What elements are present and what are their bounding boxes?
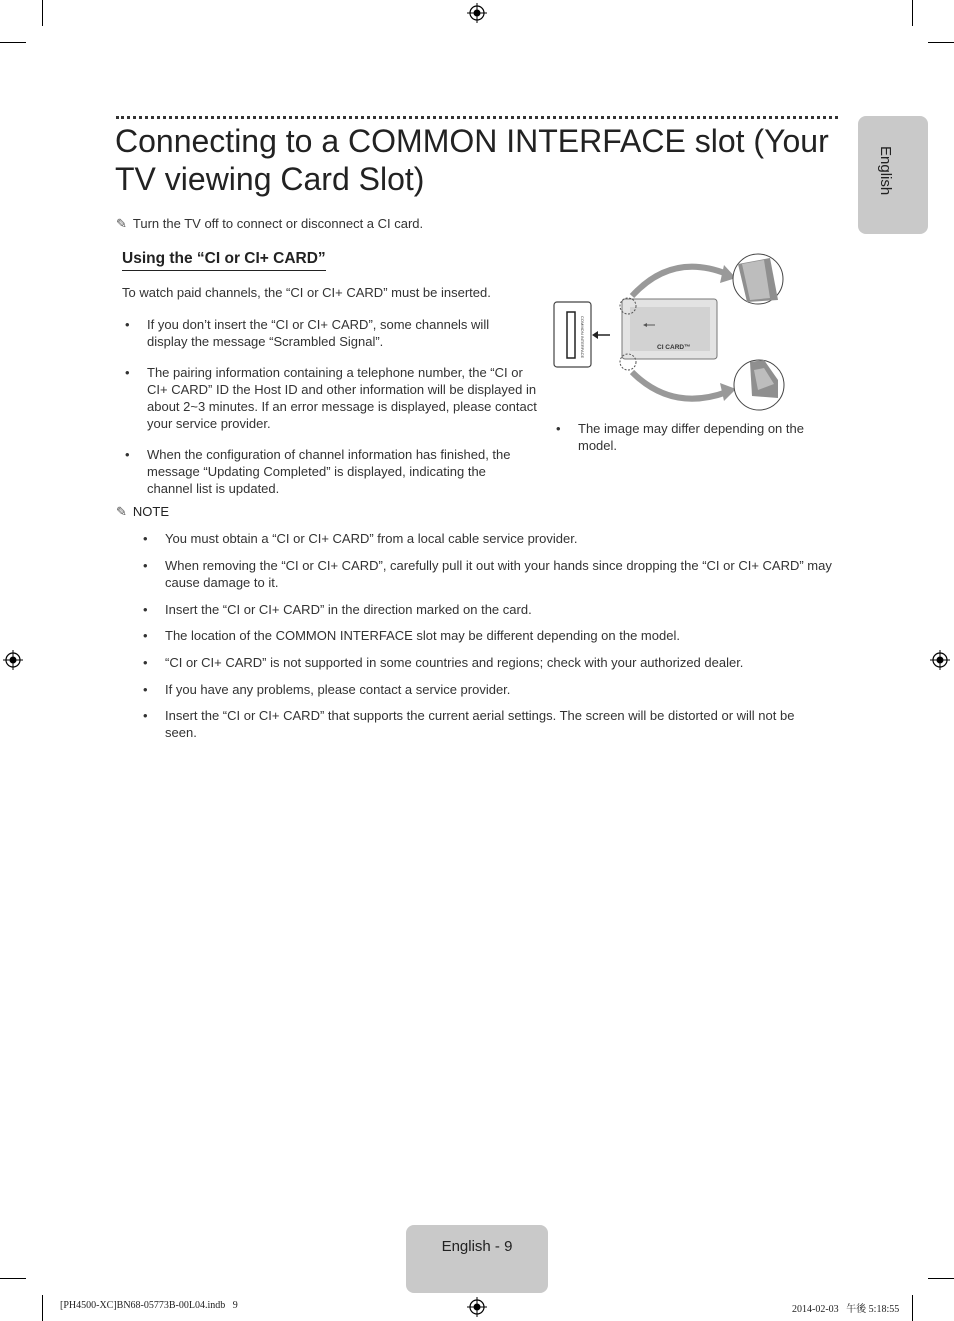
crop-mark	[42, 1295, 43, 1321]
language-tab-label: English	[877, 146, 894, 196]
figure-caption-text: The image may differ depending on the model.	[578, 421, 804, 453]
title-rule	[116, 116, 838, 119]
page-number-tab	[406, 1225, 548, 1293]
registration-mark-icon	[3, 650, 23, 670]
intro-note-text: Turn the TV off to connect or disconnect a CI card.	[132, 216, 424, 231]
list-item-text: You must obtain a “CI or CI+ CARD” from a local cable service provider.	[165, 531, 578, 546]
list-item-text: When removing the “CI or CI+ CARD”, carefully pull it out with your hands since dropping the “CI or CI+ CARD” may cause damage to it.	[165, 558, 832, 590]
section-lead: To watch paid channels, the “CI or CI+ CARD” must be inserted.	[122, 285, 491, 300]
list-item-text: Insert the “CI or CI+ CARD” that supports the current aerial settings. The screen will be distorted or will not be seen.	[165, 708, 795, 740]
bullet-icon: •	[143, 708, 148, 723]
bullet-icon: •	[143, 558, 148, 573]
language-tab	[858, 116, 928, 234]
list-item-text: When the configuration of channel information has finished, the message “Updating Completed” is displayed, indicating the channel list is updated.	[147, 447, 511, 496]
registration-mark-icon	[930, 650, 950, 670]
registration-mark-icon	[467, 1297, 487, 1317]
section-heading: Using the “CI or CI+ CARD”	[122, 250, 326, 271]
bullet-icon: •	[143, 628, 148, 643]
card-label: CI CARD™	[657, 344, 691, 351]
crop-mark	[912, 0, 913, 26]
crop-mark	[42, 0, 43, 26]
bullet-icon: •	[143, 682, 148, 697]
file-info: [PH4500-XC]BN68-05773B-00L04.indb 9	[60, 1300, 238, 1311]
pencil-icon: ✎	[116, 216, 127, 231]
bullet-icon: •	[143, 655, 148, 670]
intro-note	[116, 216, 423, 232]
print-timestamp: 2014-02-03 午後 5:18:55	[792, 1304, 900, 1315]
page-title: Connecting to a COMMON INTERFACE slot (Your TV viewing Card Slot)	[115, 123, 829, 197]
bullet-icon: •	[125, 447, 130, 462]
crop-mark	[928, 42, 954, 43]
list-item-text: The location of the COMMON INTERFACE slot may be different depending on the model.	[165, 628, 680, 643]
ci-card-illustration	[552, 252, 792, 414]
list-item-text: If you don’t insert the “CI or CI+ CARD”, some channels will display the message “Scrambled Signal”.	[147, 317, 490, 349]
bullet-icon: •	[143, 531, 148, 546]
bullet-icon: •	[125, 365, 130, 380]
list-item-text: The pairing information containing a telephone number, the “CI or CI+ CARD” ID the Host ID and other information will be displayed in about 2~3 minutes. If an error message is displayed, please contact your service provider.	[147, 365, 537, 431]
list-item-text: “CI or CI+ CARD” is not supported in some countries and regions; check with your authorized dealer.	[165, 655, 744, 670]
list-item-text: If you have any problems, please contact a service provider.	[165, 682, 511, 697]
note-heading	[116, 504, 169, 520]
bullet-icon: •	[125, 317, 130, 332]
registration-mark-icon	[467, 3, 487, 23]
crop-mark	[0, 1278, 26, 1279]
bullet-icon: •	[556, 421, 561, 436]
bullet-icon: •	[143, 602, 148, 617]
page-number: English - 9	[441, 1238, 513, 1255]
note-label: NOTE	[132, 504, 170, 519]
crop-mark	[912, 1295, 913, 1321]
pencil-icon: ✎	[116, 504, 127, 519]
crop-mark	[0, 42, 26, 43]
slot-label: COMMON INTERFACE	[580, 316, 585, 359]
crop-mark	[928, 1278, 954, 1279]
list-item-text: Insert the “CI or CI+ CARD” in the direction marked on the card.	[165, 602, 532, 617]
